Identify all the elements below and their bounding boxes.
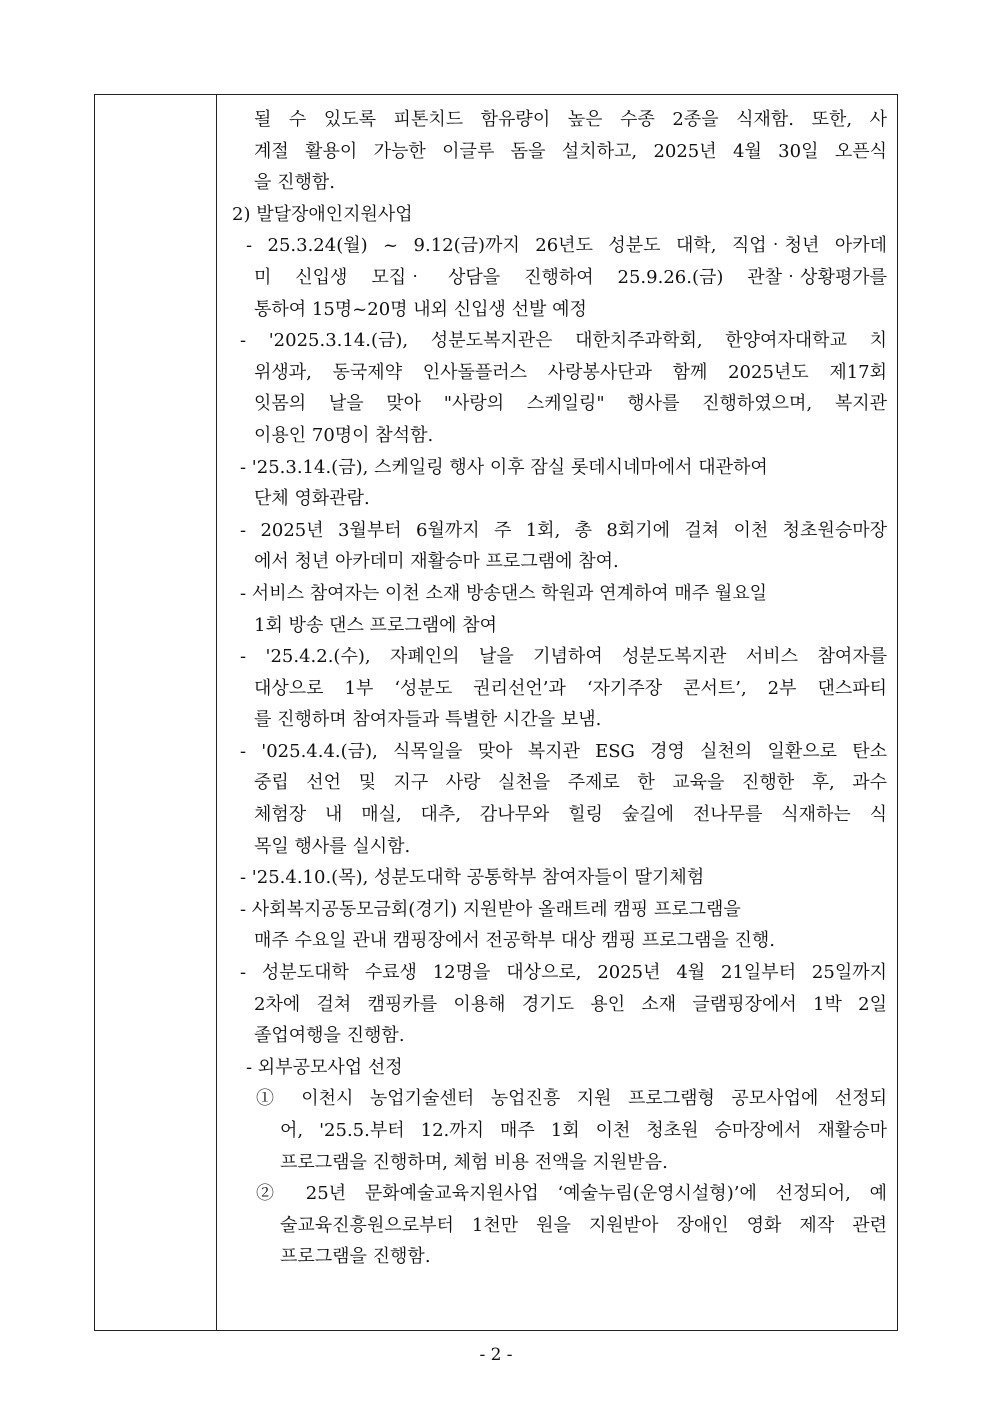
list-item-line: 에서 청년 아카데미 재활승마 프로그램에 참여.	[254, 551, 619, 573]
list-item-line: 2차에 걸쳐 캠핑카를 이용해 경기도 용인 소재 글램핑장에서 1박 2일	[254, 993, 887, 1015]
external-entry-line: 프로그램을 진행함.	[280, 1246, 431, 1268]
page-number: - 2 -	[479, 1345, 513, 1365]
list-item-line: - 서비스 참여자는 이천 소재 방송댄스 학원과 연계하여 매주 월요일	[240, 582, 768, 604]
list-item-line: 위생과, 동국제약 인사돌플러스 사랑봉사단과 함께 2025년도 제17회	[254, 361, 887, 383]
list-item-line: 매주 수요일 관내 캠핑장에서 전공학부 대상 캠핑 프로그램을 진행.	[254, 930, 775, 952]
list-item-line: 1회 방송 댄스 프로그램에 참여	[254, 614, 497, 636]
section-title: 2) 발달장애인지원사업	[232, 203, 413, 225]
list-item-line: 통하여 15명~20명 내외 신입생 선발 예정	[254, 298, 587, 320]
external-entry-line: ① 이천시 농업기술센터 농업진흥 지원 프로그램형 공모사업에 선정되	[256, 1088, 887, 1110]
list-item-line: - '25.4.2.(수), 자폐인의 날을 기념하여 성분도복지관 서비스 참여자를	[240, 646, 887, 668]
list-item-line: 단체 영화관람.	[254, 488, 370, 510]
list-item-line: 체험장 내 매실, 대추, 감나무와 힐링 숲길에 전나무를 식재하는 식	[254, 804, 887, 826]
list-item-line: - '25.4.10.(목), 성분도대학 공통학부 참여자들이 딸기체험	[240, 867, 705, 889]
document-table	[94, 94, 898, 1331]
list-item-line: - '2025.3.14.(금), 성분도복지관은 대한치주과학회, 한양여자대학교 치	[240, 330, 887, 352]
text-line: 계절 활용이 가능한 이글루 돔을 설치하고, 2025년 4월 30일 오픈식	[254, 140, 887, 162]
list-item-line: 대상으로 1부 ‘성분도 권리선언’과 ‘자기주장 콘서트’, 2부 댄스파티	[254, 677, 887, 699]
list-item-line: 졸업여행을 진행함.	[254, 1025, 405, 1047]
list-item-line: 잇몸의 날을 맞아 "사랑의 스케일링" 행사를 진행하였으며, 복지관	[254, 393, 887, 415]
text-line: 될 수 있도록 피톤치드 함유량이 높은 수종 2종을 식재함. 또한, 사	[254, 109, 887, 130]
external-entry-line: 프로그램을 진행하며, 체험 비용 전액을 지원받음.	[280, 1151, 668, 1173]
external-section-title: - 외부공모사업 선정	[246, 1056, 403, 1078]
list-item-line: - 성분도대학 수료생 12명을 대상으로, 2025년 4월 21일부터 25일까지	[240, 962, 887, 984]
list-item-line: - 2025년 3월부터 6월까지 주 1회, 총 8회기에 걸쳐 이천 청초원승마장	[240, 519, 887, 541]
list-item-line: 를 진행하며 참여자들과 특별한 시간을 보냄.	[254, 709, 602, 731]
list-item-line: 이용인 70명이 참석함.	[254, 424, 434, 446]
list-item-line: 중립 선언 및 지구 사랑 실천을 주제로 한 교육을 진행한 후, 과수	[254, 772, 887, 794]
list-item-line: - 사회복지공동모금회(경기) 지원받아 올래트레 캠핑 프로그램을	[240, 898, 741, 920]
external-entry-line: ② 25년 문화예술교육지원사업 ‘예술누림(운영시설형)’에 선정되어, 예	[256, 1183, 887, 1205]
list-item-line: 목일 행사를 실시함.	[254, 835, 411, 857]
table-content-cell	[232, 104, 887, 1273]
list-item-line: 미 신입생 모집‧ 상담을 진행하여 25.9.26.(금) 관찰‧상황평가를	[254, 266, 887, 288]
list-item-line: - '025.4.4.(금), 식목일을 맞아 복지관 ESG 경영 실천의 일환으로 탄소	[240, 740, 887, 762]
external-entry-line: 술교육진흥원으로부터 1천만 원을 지원받아 장애인 영화 제작 관련	[280, 1214, 887, 1236]
table-left-column	[95, 95, 217, 1330]
text-line: 을 진행함.	[254, 172, 335, 194]
external-entry-line: 어, '25.5.부터 12.까지 매주 1회 이천 청초원 승마장에서 재활승마	[280, 1120, 887, 1141]
list-item-line: - '25.3.14.(금), 스케일링 행사 이후 잠실 롯데시네마에서 대관하여	[240, 456, 768, 478]
list-item-line: - 25.3.24(월) ~ 9.12(금)까지 26년도 성분도 대학, 직업‧청년 아카데	[246, 235, 887, 257]
